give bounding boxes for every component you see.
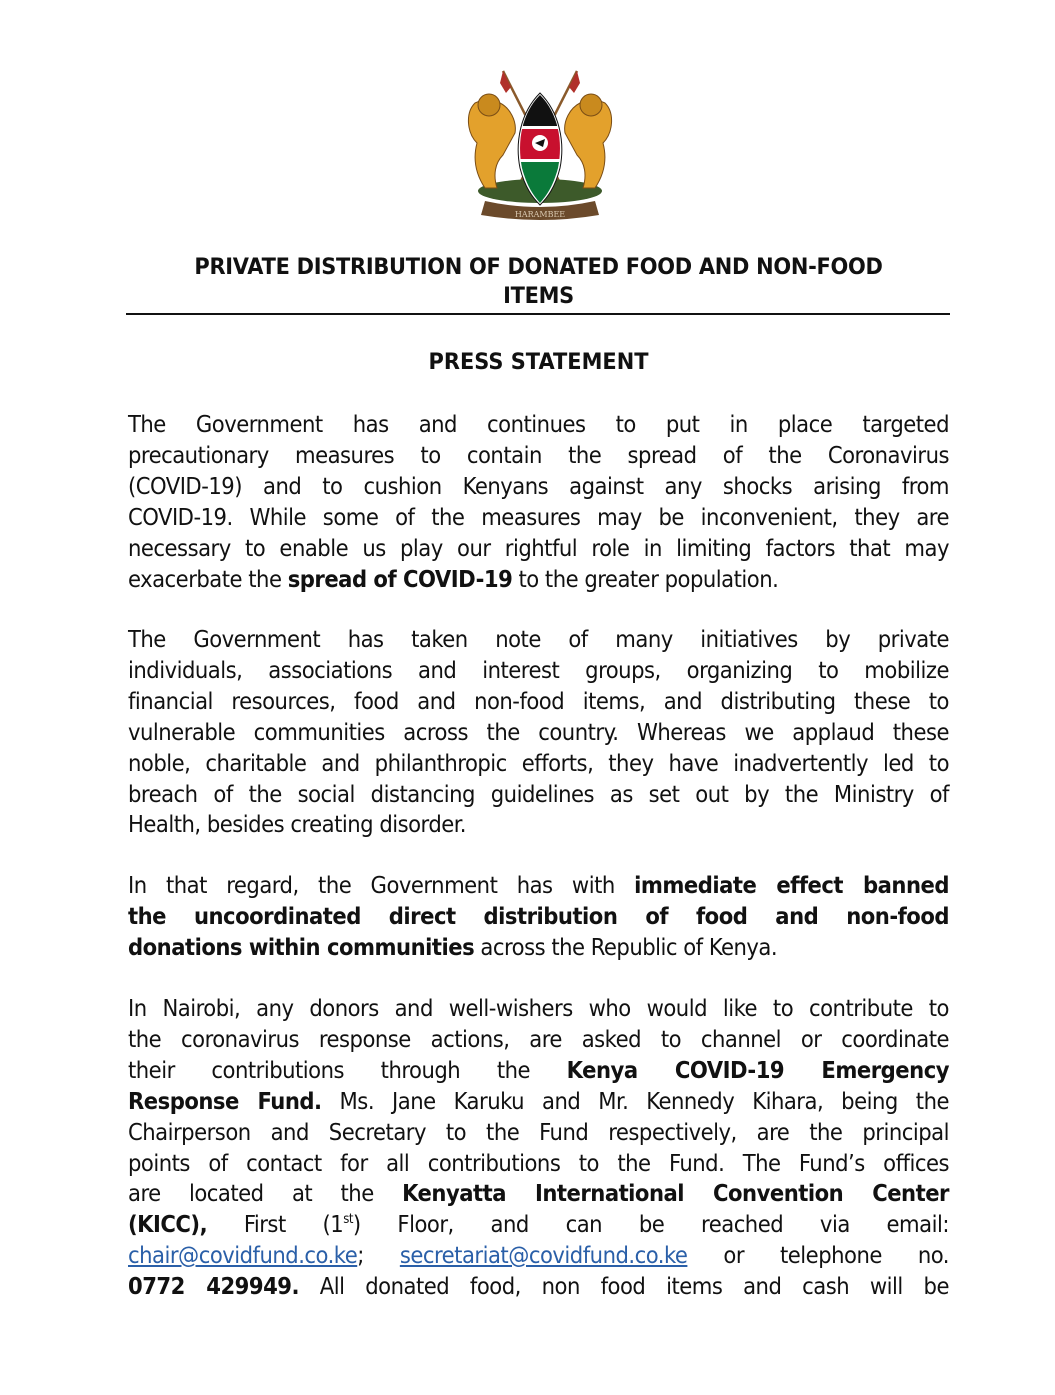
emphasis-ban: donations within communities [128,932,475,961]
text-line: points of contact for all contributions to the Fund. The Fund’s offices [128,1148,949,1177]
text-run: All donated food, non food items and cash will be [299,1272,949,1301]
text-line: financial resources, food and non-food items, and distributing these to [128,686,949,715]
title-divider [126,313,950,315]
phone-number: 0772 429949. [128,1272,300,1301]
text-line: the coronavirus response actions, are asked to channel or coordinate [128,1024,949,1053]
emphasis-ban: immediate effect banned [634,871,949,899]
text-line: In Nairobi, any donors and well-wishers who would like to contribute to [128,994,949,1022]
fund-name: Kenya COVID-19 Emergency [566,1055,950,1084]
text-line: precautionary measures to contain the spread of the Coronavirus [128,440,949,469]
email-secretariat-link[interactable]: secretariat@covidfund.co.ke [399,1241,688,1270]
text-line [128,1086,949,1117]
text-run: are located at the [128,1179,403,1208]
text-line: COVID-19. While some of the measures may be inconvenient, they are [128,502,949,531]
text-line: necessary to enable us play our rightful role in limiting factors that may [128,533,949,562]
ordinal-suffix: st [343,1212,353,1228]
text-line: noble, charitable and philanthropic efforts, they have inadvertently led to [128,748,949,777]
text-line: (COVID-19) and to cushion Kenyans against any shocks arising from [128,471,949,500]
title-line-2: ITEMS [503,283,574,309]
email-chair-link[interactable]: chair@covidfund.co.ke [128,1241,358,1270]
title-line-1: PRIVATE DISTRIBUTION OF DONATED FOOD AND NON-FOOD [194,254,883,280]
text-run: ) Floor, and can be reached via email: [352,1210,949,1239]
text-run: exacerbate the [128,564,288,593]
text-line: The Government has and continues to put in place targeted [128,410,949,438]
emphasis-ban: the uncoordinated direct distribution of food and non-food [128,901,949,930]
venue-name: Kenyatta International Convention Center [402,1179,949,1208]
emphasis-spread-covid: spread of COVID-19 [287,564,513,593]
text-line: vulnerable communities across the country. Whereas we applaud these [128,717,949,746]
text-run: across the Republic of Kenya. [474,932,778,961]
venue-abbrev: (KICC), [128,1210,208,1239]
paragraph-2 [128,624,949,840]
text-line [128,932,949,963]
paragraph-3 [128,870,949,963]
text-line [128,901,949,932]
text-run: ; [357,1241,400,1270]
fund-name: Response Fund. [128,1086,322,1115]
text-line [128,1055,949,1086]
text-line: individuals, associations and interest groups, organizing to mobilize [128,655,949,684]
text-run: First (1 [207,1210,344,1239]
text-run: In that regard, the Government has with [128,871,635,899]
kenya-coat-of-arms-icon [455,63,625,223]
motto-text: HARAMBEE [514,210,566,219]
text-run: or telephone no. [687,1241,949,1270]
text-line [128,564,949,595]
text-line: Chairperson and Secretary to the Fund respectively, are the principal [128,1117,949,1146]
text-line: The Government has taken note of many initiatives by private [128,625,949,653]
paragraph-1 [128,409,949,594]
text-line [128,1209,949,1240]
text-line [128,1271,949,1302]
text-run: Ms. Jane Karuku and Mr. Kennedy Kihara, being the [321,1086,949,1115]
text-line: Health, besides creating disorder. [128,810,467,839]
text-line [128,870,949,901]
document-title [157,253,921,311]
paragraph-4 [128,993,949,1302]
text-line [128,1178,949,1209]
text-run: their contributions through the [128,1055,567,1084]
text-line: breach of the social distancing guidelines as set out by the Ministry of [128,779,949,808]
press-statement-heading: PRESS STATEMENT [428,349,649,375]
text-line [128,1240,949,1271]
text-run: to the greater population. [512,564,779,593]
